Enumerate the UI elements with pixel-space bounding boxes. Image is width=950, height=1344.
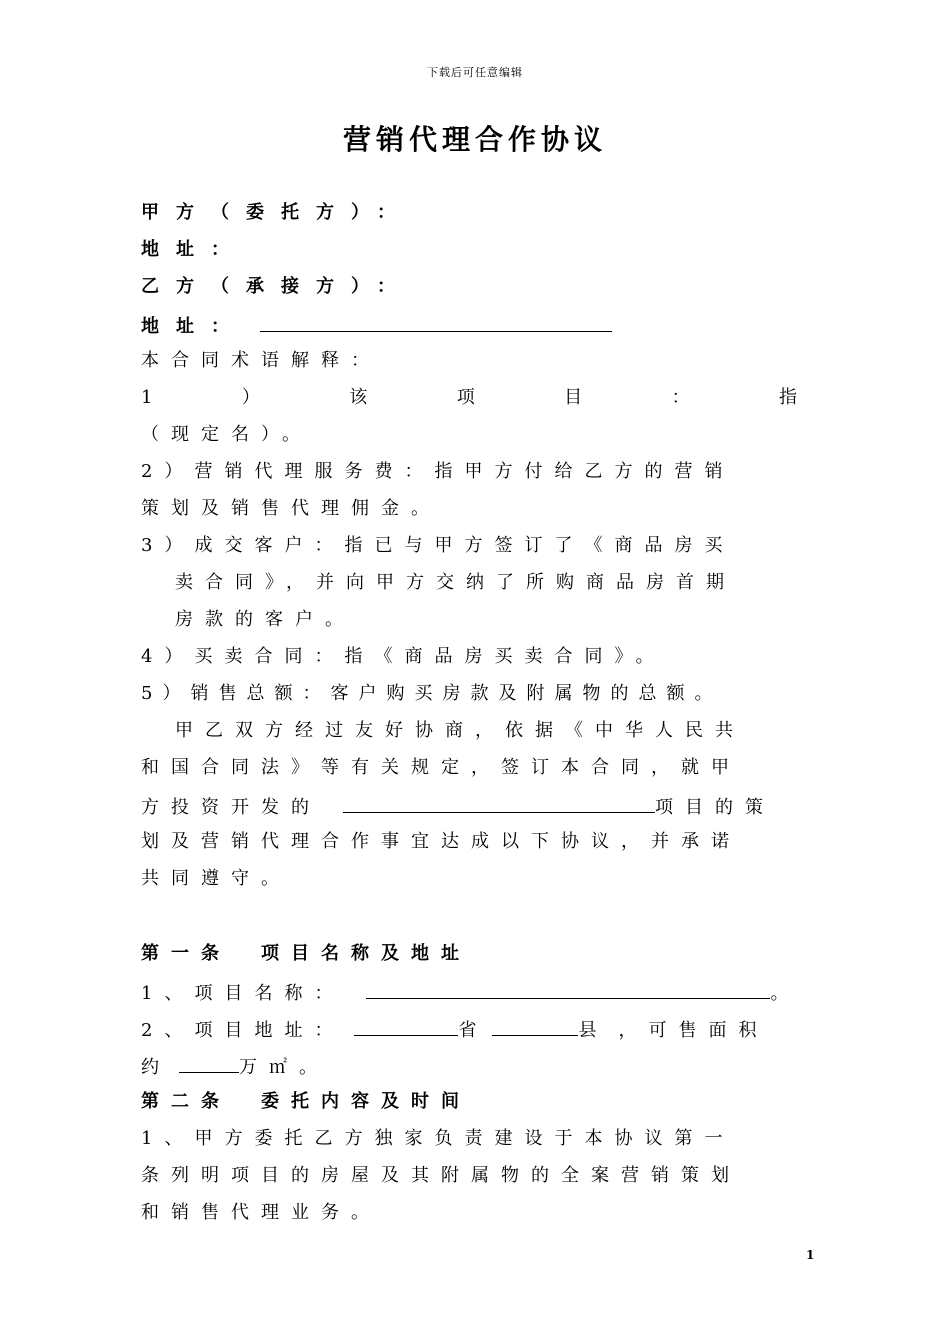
term-3-line: 卖合同》，并向甲方交纳了所购商品房首期 <box>175 572 736 593</box>
item-label: 2、项目地址： <box>141 1020 345 1041</box>
term-2-line: 2）营销代理服务费：指甲方付给乙方的营销 <box>141 461 735 482</box>
party-a-address-label: 地址： <box>141 239 246 260</box>
body-paragraph-line <box>141 790 797 820</box>
term-2-line: 策划及销售代理佣金。 <box>141 498 441 519</box>
document-title: 营销代理合作协议 <box>342 123 607 156</box>
body-paragraph-line: 划及营销代理合作事宜达成以下协议，并承诺 <box>141 831 741 852</box>
county-label: 县 <box>578 1020 597 1041</box>
term-3-line: 3）成交客户：指已与甲方签订了《商品房买 <box>141 535 735 556</box>
article-1-heading: 第一条 项目名称及地址 <box>141 943 471 964</box>
item-label: 1、项目名称： <box>141 983 345 1004</box>
item-end: 。 <box>770 983 789 1004</box>
province-blank[interactable] <box>354 1013 458 1036</box>
county-blank[interactable] <box>492 1013 578 1036</box>
body-paragraph-line: 共同遵守。 <box>141 868 291 889</box>
body-paragraph-text: 项目的策 <box>655 797 775 818</box>
party-b-address-blank[interactable] <box>260 309 612 332</box>
term-5-line: 5）销售总额：客户购买房款及附属物的总额。 <box>141 683 723 704</box>
project-name-blank[interactable] <box>343 790 655 813</box>
article-2-line: 和销售代理业务。 <box>141 1202 381 1223</box>
article-1-item-2 <box>141 1013 797 1043</box>
party-b-label: 乙方（承接方）： <box>141 276 412 297</box>
body-paragraph-line: 甲乙双方经过友好协商，依据《中华人民共 <box>175 720 745 741</box>
party-a-label: 甲方（委托方）： <box>141 202 412 223</box>
terms-intro: 本合同术语解释： <box>141 350 381 371</box>
term-1-part: 该 <box>349 387 368 408</box>
area-unit: 万㎡。 <box>239 1057 329 1078</box>
item-name-blank[interactable] <box>366 976 770 999</box>
term-1-row <box>141 383 797 413</box>
area-blank[interactable] <box>179 1050 239 1073</box>
term-1-continuation: （现定名）。 <box>141 424 312 445</box>
party-b-address-label: 地址： <box>141 316 246 337</box>
term-1-part: ） <box>241 387 260 408</box>
page-number: 1 <box>806 1248 815 1262</box>
body-paragraph-line: 和国合同法》等有关规定，签订本合同，就甲 <box>141 757 741 778</box>
term-1-part: ： <box>671 387 690 408</box>
article-2-heading: 第二条 委托内容及时间 <box>141 1091 471 1112</box>
item-label: 约 <box>141 1057 171 1078</box>
party-b-address-row <box>141 309 797 339</box>
body-paragraph-text: 方投资开发的 <box>141 797 321 818</box>
page-header: 下载后可任意编辑 <box>427 66 523 79</box>
term-1-part: 1 <box>141 387 153 408</box>
article-1-item-1 <box>141 976 797 1006</box>
term-1-part: 项 <box>456 387 475 408</box>
term-1-part: 指 <box>778 387 797 408</box>
item-rest: ，可售面积 <box>618 1020 769 1041</box>
article-1-item-2-cont <box>141 1050 797 1080</box>
article-2-line: 1、甲方委托乙方独家负责建设于本协议第一 <box>141 1128 735 1149</box>
province-label: 省 <box>458 1020 477 1041</box>
term-3-line: 房款的客户。 <box>175 609 355 630</box>
article-2-line: 条列明项目的房屋及其附属物的全案营销策划 <box>141 1165 741 1186</box>
term-4-line: 4）买卖合同：指《商品房买卖合同》。 <box>141 646 666 667</box>
term-1-part: 目 <box>564 387 583 408</box>
